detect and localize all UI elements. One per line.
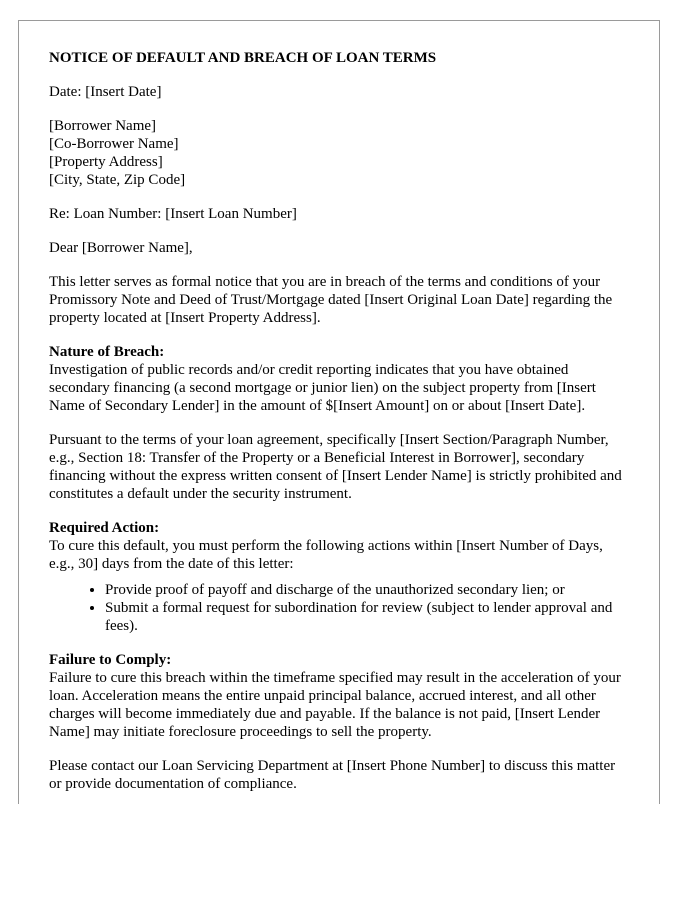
failure-to-comply-section [49,651,629,741]
contact-paragraph: Please contact our Loan Servicing Department at [Insert Phone Number] to discuss this matter or provide documentation of compliance. [49,758,616,792]
re-line: Re: Loan Number: [Insert Loan Number] [49,206,297,222]
nature-of-breach-heading: Nature of Breach: [49,344,165,360]
intro-paragraph: This letter serves as formal notice that you are in breach of the terms and conditions of your Promissory Note and Deed of Trust/Mortgage dated [Insert Original Loan Date] regarding the property located at [Insert Property Address]. [49,274,613,326]
failure-to-comply-text: Failure to cure this breach within the timeframe specified may result in the acceleration of your loan. Acceleration means the entire unpaid principal balance, accrued interest, and all other charges will become immediately due and payable. If the balance is not paid, [Insert Lender Name] may initiate foreclosure proceedings to sell the property. [49,670,621,740]
required-action-section [49,519,629,573]
required-action-text: To cure this default, you must perform the following actions within [Insert Number of Days, e.g., 30] days from the date of this letter: [49,538,603,572]
nature-of-breach-section [49,343,629,415]
salutation: Dear [Borrower Name], [49,240,193,256]
address-line-borrower: [Borrower Name] [49,118,157,134]
pursuant-paragraph: Pursuant to the terms of your loan agreement, specifically [Insert Section/Paragraph Number, e.g., Section 18: Transfer of the Property or a Beneficial Interest in Borrower], secondary financing without the express written consent of [Insert Lender Name] is strictly prohibited and constitutes a default under the security instrument. [49,432,622,502]
nature-of-breach-text: Investigation of public records and/or credit reporting indicates that you have obtained secondary financing (a second mortgage or junior lien) on the subject property from [Insert Name of Secondary Lender] in the amount of $[Insert Amount] on or about [Insert Date]. [49,362,596,414]
letter-page [18,20,660,804]
letter-title: NOTICE OF DEFAULT AND BREACH OF LOAN TERMS [49,50,437,66]
address-line-property: [Property Address] [49,154,163,170]
address-block [49,117,629,189]
date-line: Date: [Insert Date] [49,84,162,100]
failure-to-comply-heading: Failure to Comply: [49,652,172,668]
list-item: • Provide proof of payoff and discharge of the unauthorized secondary lien; or [105,581,629,599]
address-line-co-borrower: [Co-Borrower Name] [49,136,179,152]
address-line-city-state-zip: [City, State, Zip Code] [49,172,186,188]
list-item: • Submit a formal request for subordination for review (subject to lender approval and fees). [105,599,629,635]
required-action-heading: Required Action: [49,520,160,536]
required-action-list [49,581,629,635]
